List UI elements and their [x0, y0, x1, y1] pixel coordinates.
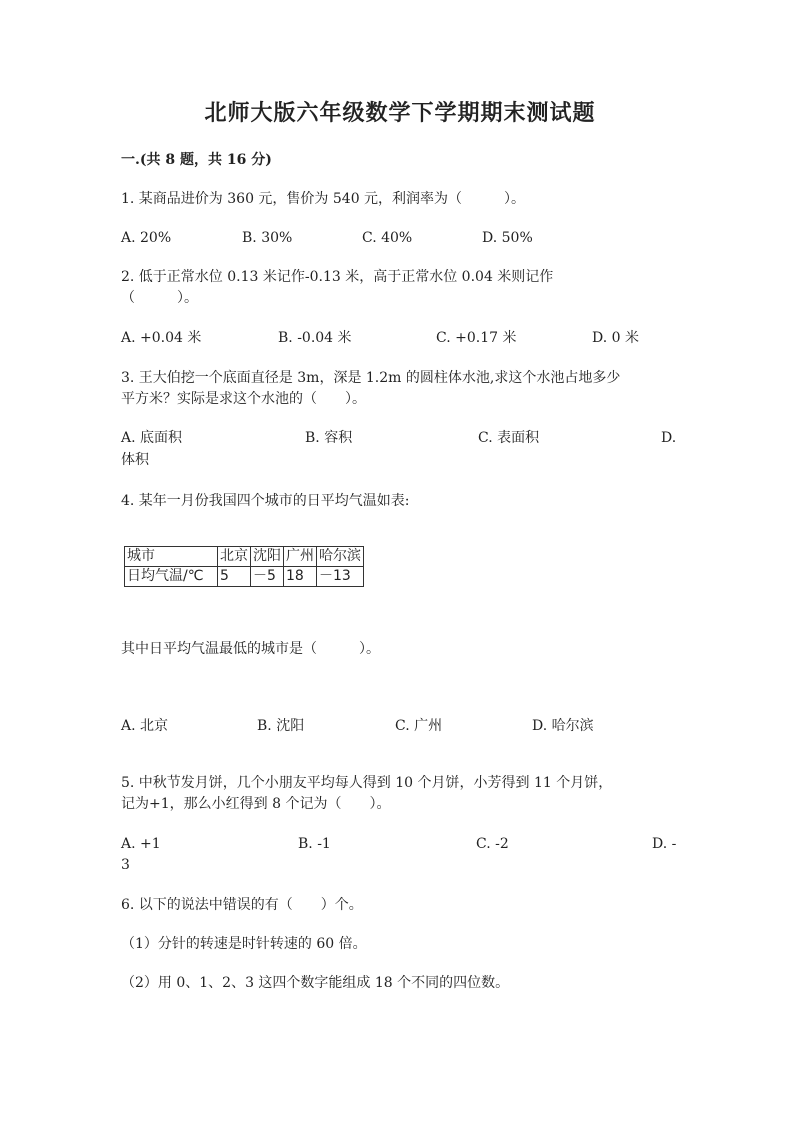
table-cell: －5 [251, 567, 284, 587]
table-cell: 哈尔滨 [317, 547, 364, 567]
table-cell: 5 [218, 567, 251, 587]
question-5-option-d-wrap: 3 [121, 857, 130, 873]
question-6-statement-1: （1）分针的转速是时针转速的 60 倍。 [121, 936, 367, 952]
table-row [125, 567, 364, 587]
question-2-option-d: D. 0 米 [592, 330, 639, 346]
question-2-text-line1: 2. 低于正常水位 0.13 米记作-0.13 米，高于正常水位 0.04 米则记作 [121, 269, 554, 285]
question-2-option-c: C. +0.17 米 [436, 330, 517, 346]
question-3-option-c: C. 表面积 [478, 430, 540, 446]
question-3-text-line1: 3. 王大伯挖一个底面直径是 3m，深是 1.2m 的圆柱体水池,求这个水池占地多少 [121, 370, 621, 386]
question-6-statement-2: （2）用 0、1、2、3 这四个数字能组成 18 个不同的四位数。 [121, 975, 510, 991]
table-cell: 日均气温/℃ [125, 567, 218, 587]
question-4-option-a: A. 北京 [121, 718, 169, 734]
question-2-option-a: A. +0.04 米 [121, 330, 202, 346]
question-2-text-line2: （ ）。 [121, 290, 198, 306]
question-1-option-b: B. 30% [242, 230, 293, 246]
question-1-option-d: D. 50% [482, 230, 533, 246]
table-header-row [125, 547, 364, 567]
question-5-text-line2: 记为+1，那么小红得到 8 个记为（ ）。 [121, 796, 391, 812]
question-6-text: 6. 以下的说法中错误的有（ ）个。 [121, 897, 363, 913]
question-5-text-line1: 5. 中秋节发月饼，几个小朋友平均每人得到 10 个月饼，小芳得到 11 个月饼， [121, 775, 613, 791]
table-cell: 18 [284, 567, 317, 587]
question-5-option-d: D. - [652, 836, 677, 852]
question-3-text-line2: 平方米？实际是求这个水池的（ ）。 [121, 391, 366, 407]
question-2-option-b: B. -0.04 米 [278, 330, 352, 346]
question-3-option-d: D. [661, 430, 677, 446]
page-title: 北师大版六年级数学下学期期末测试题 [204, 100, 596, 126]
question-3-option-a: A. 底面积 [121, 430, 183, 446]
temperature-table [124, 546, 364, 587]
question-1-option-c: C. 40% [362, 230, 413, 246]
table-cell: 北京 [218, 547, 251, 567]
question-1-text: 1. 某商品进价为 360 元，售价为 540 元，利润率为（ ）。 [121, 191, 526, 207]
question-3-option-d-wrap: 体积 [121, 452, 149, 468]
question-3-option-b: B. 容积 [305, 430, 353, 446]
question-4-option-c: C. 广州 [395, 718, 443, 734]
table-cell: 城市 [125, 547, 218, 567]
question-4-option-d: D. 哈尔滨 [532, 718, 594, 734]
question-1-option-a: A. 20% [121, 230, 172, 246]
section-heading: 一.(共 8 题，共 16 分) [121, 152, 272, 168]
question-4-option-b: B. 沈阳 [257, 718, 305, 734]
question-4-question: 其中日平均气温最低的城市是（ ）。 [121, 641, 380, 657]
table-cell: 广州 [284, 547, 317, 567]
question-5-option-a: A. +1 [121, 836, 161, 852]
question-5-option-c: C. -2 [476, 836, 509, 852]
table-cell: －13 [317, 567, 364, 587]
question-5-option-b: B. -1 [298, 836, 331, 852]
table-cell: 沈阳 [251, 547, 284, 567]
question-4-text: 4. 某年一月份我国四个城市的日平均气温如表: [121, 493, 410, 509]
